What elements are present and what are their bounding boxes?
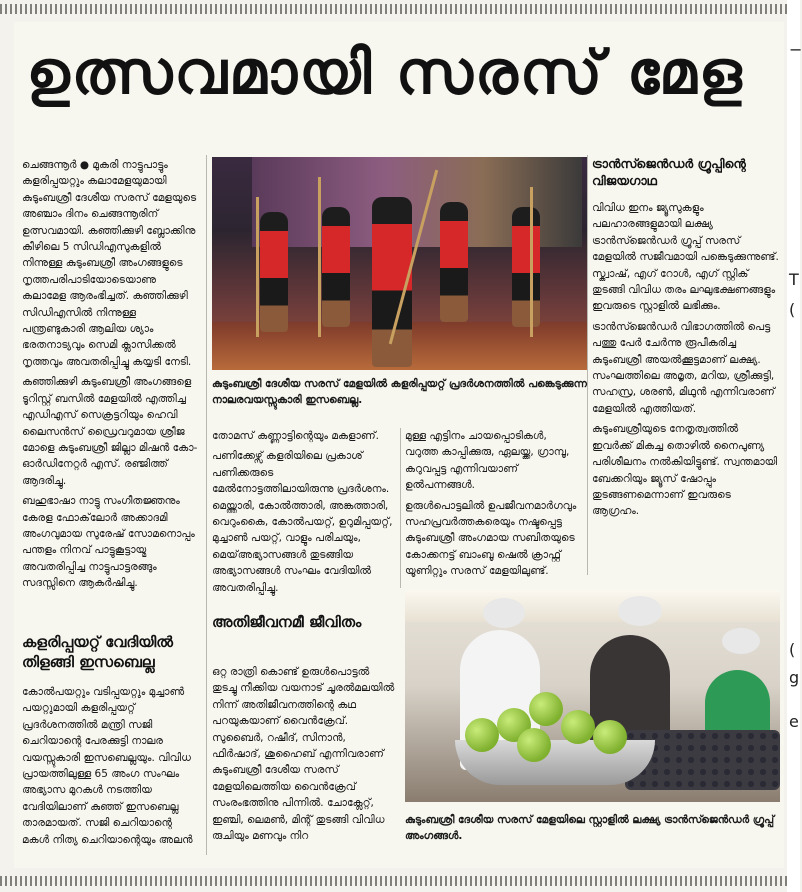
performer bbox=[322, 207, 350, 327]
paragraph: ബഹുഭാഷാ നാട്ടു സംഗീതജ്ഞനും കേരള ഫോക്‌ലോർ അക്കാദമി അംഗവുമായ സുരേഷ് സോമനൊപ്പം പന്തളം നിനവ് പാട്ടുകൂട്ടായ്മ അവതരിപ്പിച്ച നാട്ടുപാട്ടരങ്ങും സദസ്സിനെ ആകർഷിച്ചു. bbox=[22, 495, 195, 590]
paragraph: ചെങ്ങന്നൂർ ● മുകരി നാട്ടുപാട്ടും കളരിപ്പയറ്റും കലാമേളയുമായി കുടുംബശ്രീ ദേശീയ സരസ് മേളയുടെ അഞ്ചാം ദിനം ചെങ്ങന്നൂരിന് ഉത്സവമായി. കഞ്ഞിക്കുഴി ബ്ലോക്കിനു കീഴിലെ 5 സിഡിഎസുകളിൽ നിന്നുള്ള കുടുംബശ്രീ അംഗങ്ങളുടെ നൃത്തപരിപാടിയോടെയാണു കലാമേള ആരംഭിച്ചത്. കഞ്ഞിക്കുഴി സിഡിഎസിൽ നിന്നുള്ള പന്ത്രണ്ടുകാരി ആലിയ ശ്യാം ഭരതനാട്യവും സെമി ക്ലാസിക്കൽ നൃത്തവും അവതരിപ്പിച്ചു കയ്യടി നേടി. bbox=[22, 159, 197, 368]
column-divider bbox=[206, 155, 207, 855]
top-rule bbox=[0, 4, 800, 14]
performer bbox=[260, 212, 288, 332]
column-divider bbox=[587, 155, 588, 575]
column-2-continued bbox=[212, 664, 397, 848]
column-1 bbox=[22, 157, 200, 596]
stall-photo bbox=[405, 590, 780, 802]
article-headline: ഉത്സവമായി സരസ് മേള bbox=[26, 38, 744, 108]
column-2 bbox=[212, 428, 397, 600]
lime bbox=[517, 728, 551, 762]
lime bbox=[593, 720, 627, 754]
column-4 bbox=[592, 200, 780, 524]
lime bbox=[465, 718, 499, 752]
performer bbox=[440, 202, 468, 322]
tent-canopy bbox=[405, 590, 780, 622]
sub-heading-isabella: കളരിപ്പയറ്റ് വേദിയിൽ തിളങ്ങി ഇസബെല്ല bbox=[22, 633, 173, 671]
paragraph: ഉരുൾപൊട്ടലിൽ ഉപജീവനമാർഗവും സഹപ്രവർത്തകരെയും നഷ്ടപ്പെട്ട കുടുംബശ്രീ അംഗമായ സബിതയുടെ കോക്കനട്ട് ബാംബൂ ഷെൽ ക്രാഫ്റ്റ് യൂണിറ്റും സരസ് മേളയിലുണ്ട്. bbox=[405, 499, 577, 578]
sub-heading-survival: അതിജീവനമീ ജീവിതം bbox=[212, 613, 362, 631]
lime bbox=[561, 710, 595, 744]
hair-cap bbox=[618, 596, 662, 626]
column-3 bbox=[405, 428, 583, 584]
edge-glyph: g bbox=[789, 668, 800, 687]
kalaripayattu-photo bbox=[212, 157, 587, 370]
paragraph: കോൽപയറ്റും വടിപ്പയറ്റും മുച്ചാൺ പയറ്റുമായി കളരിപ്പയറ്റ് പ്രദർശനത്തിൽ മന്ത്രി സജി ചെറിയാന്റെ പേരക്കുട്ടി നാലര വയസ്സുകാരി ഇസബെല്ലയും. വിവിധ പ്രായത്തിലുള്ള 65 അംഗ സംഘം അഭ്യാസ മുറകൾ നടത്തിയ വേദിയിലാണ് കുഞ്ഞ് ഇസബെല്ല താരമായത്. സജി ചെറിയാന്റെ മകൾ നിത്യ ചെറിയാന്റെയും അലൻ bbox=[22, 686, 193, 846]
sub-heading-transgender-group: ട്രാൻസ്ജെൻഡർ ഗ്രൂപ്പിന്റെ വിജയഗാഥ bbox=[592, 156, 746, 188]
edge-glyph: T bbox=[789, 270, 799, 289]
paragraph: ട്രാൻസ്ജെൻഡർ വിഭാഗത്തിൽ പെട്ട പത്തു പേർ ചേർന്നു രൂപീകരിച്ച കുടുംബശ്രീ അയൽക്കൂട്ടമാണ് ലക്ഷ്യ. സംഘത്തിലെ അമൃത, മറിയ, ശ്രീക്കുട്ടി, സഹസ്ര, ശരൺ, മിഥുൻ എന്നിവരാണ് മേളയിൽ എത്തിയത്. bbox=[592, 320, 775, 415]
paragraph: ഒറ്റ രാത്രി കൊണ്ട് ഉരുൾപൊട്ടൽ തുടച്ചു നീക്കിയ വയനാട് ചൂരൽമലയിൽ നിന്ന് അതിജീവനത്തിന്റെ കഥ പറയുകയാണ് വൈൻക്രേവ്. സുബൈർ, റഷീദ്, സിനാൻ, ഫിർഷാദ്, ശുഹൈബ് എന്നിവരാണ് കുടുംബശ്രീ ദേശീയ സരസ് മേളയിലെത്തിയ വൈൻക്രേവ് സംരംഭത്തിനു പിന്നിൽ. ചോക്ലേറ്റ്, ഇഞ്ചി, ലെമൺ, മിന്റ് തുടങ്ങി വിവിധ രുചിയും മണവും നിറ bbox=[212, 666, 395, 843]
bottom-rule bbox=[0, 876, 800, 886]
hair-cap bbox=[722, 628, 760, 654]
staff bbox=[318, 177, 321, 337]
lime bbox=[529, 692, 563, 726]
staff bbox=[530, 187, 533, 337]
edge-glyph: ( bbox=[789, 300, 796, 319]
paragraph: കഞ്ഞിക്കുഴി കുടുംബശ്രീ അംഗങ്ങളെ ടൂറിസ്റ്റ് ബസിൽ മേളയിൽ എത്തിച്ച എഡിഎസ് സെക്രട്ടറിയും ഹെവി ലൈസൻസ് ഡ്രൈവറുമായ ശ്രീജ മോളെ കുടുംബശ്രീ ജില്ലാ മിഷൻ കോ-ഓർഡിനേറ്റർ എസ്. രഞ്ജിത്ത് ആദരിച്ചു. bbox=[22, 376, 198, 487]
photo-caption: കുടുംബശ്രീ ദേശീയ സരസ് മേളയിൽ കളരിപ്പയറ്റ് പ്രദർശനത്തിൽ പങ്കെടുക്കുന്ന നാലരവയസ്സുകാരി ഇസബെല്ല. bbox=[212, 378, 587, 406]
performer bbox=[512, 207, 540, 327]
column-divider bbox=[400, 428, 401, 588]
staff bbox=[256, 197, 259, 337]
paragraph: വിവിധ ഇനം ജ്യൂസുകളും പലഹാരങ്ങളുമായി ലക്ഷ്യ ട്രാൻസ്ജെൻഡർ ഗ്രൂപ്പ് സരസ് മേളയിൽ സജീവമായി പങ്കെടുക്കുന്നുണ്ട്. സ്ക്വാഷ്, എഗ് റോൾ, എഗ് സ്റ്റിക് തുടങ്ങി വിവിധ തരം ലഘുഭക്ഷണങ്ങളും ഇവരുടെ സ്റ്റാളിൽ ലഭിക്കും. bbox=[592, 202, 779, 313]
photo-caption: കുടുംബശ്രീ ദേശീയ സരസ് മേളയിലെ സ്റ്റാളിൽ ലക്ഷ്യ ട്രാൻസ്ജെൻഡർ ഗ്രൂപ്പ് അംഗങ്ങൾ. bbox=[405, 814, 775, 842]
edge-glyph: ( bbox=[789, 640, 796, 659]
paragraph: തോമസ് കണ്ണാട്ടിന്റെയും മകളാണ്. bbox=[212, 430, 379, 442]
paragraph: കുടുംബശ്രീയുടെ നേതൃത്വത്തിൽ ഇവർക്ക് മികച്ച തൊഴിൽ നൈപുണ്യ പരിശീലനം നൽകിയിട്ടുണ്ട്. സ്വന്തമായി ബേക്കറിയും ജ്യൂസ് ഷോപ്പും തുടങ്ങണമെന്നാണ് ഇവരുടെ ആഗ്രഹം. bbox=[592, 423, 778, 518]
paragraph: മുള്ള എട്ടിനം ചായപ്പൊടികൾ, വറുത്ത കാപ്പിക്കുരു, ഏലയ്ക്ക, ഗ്രാമ്പൂ, കറുവപ്പട്ട എന്നിവയാണ് ഉൽപന്നങ്ങൾ. bbox=[405, 430, 570, 492]
adjacent-page-edge bbox=[787, 0, 800, 892]
paragraph: പണിക്കേഴ്സ് കളരിയിലെ പ്രകാശ് പണിക്കരുടെ മേൽനോട്ടത്തിലായിരുന്നു പ്രദർശനം. മെയ്ത്താരി, കോൽത്താരി, അങ്കത്താരി, വെറുംകൈ, കോൽപയറ്റ്, ഉറുമിപ്പയറ്റ്, മുച്ചാൺ പയറ്റ്, വാളും പരിചയും, മെയ്അഭ്യാസങ്ങൾ തുടങ്ങിയ അഭ്യാസങ്ങൾ സംഘം വേദിയിൽ അവതരിപ്പിച്ചു. bbox=[212, 450, 393, 594]
hair-cap bbox=[483, 598, 525, 628]
edge-glyph: e bbox=[789, 712, 799, 731]
edge-glyph: − bbox=[789, 40, 802, 59]
column-1-continued bbox=[22, 684, 200, 852]
